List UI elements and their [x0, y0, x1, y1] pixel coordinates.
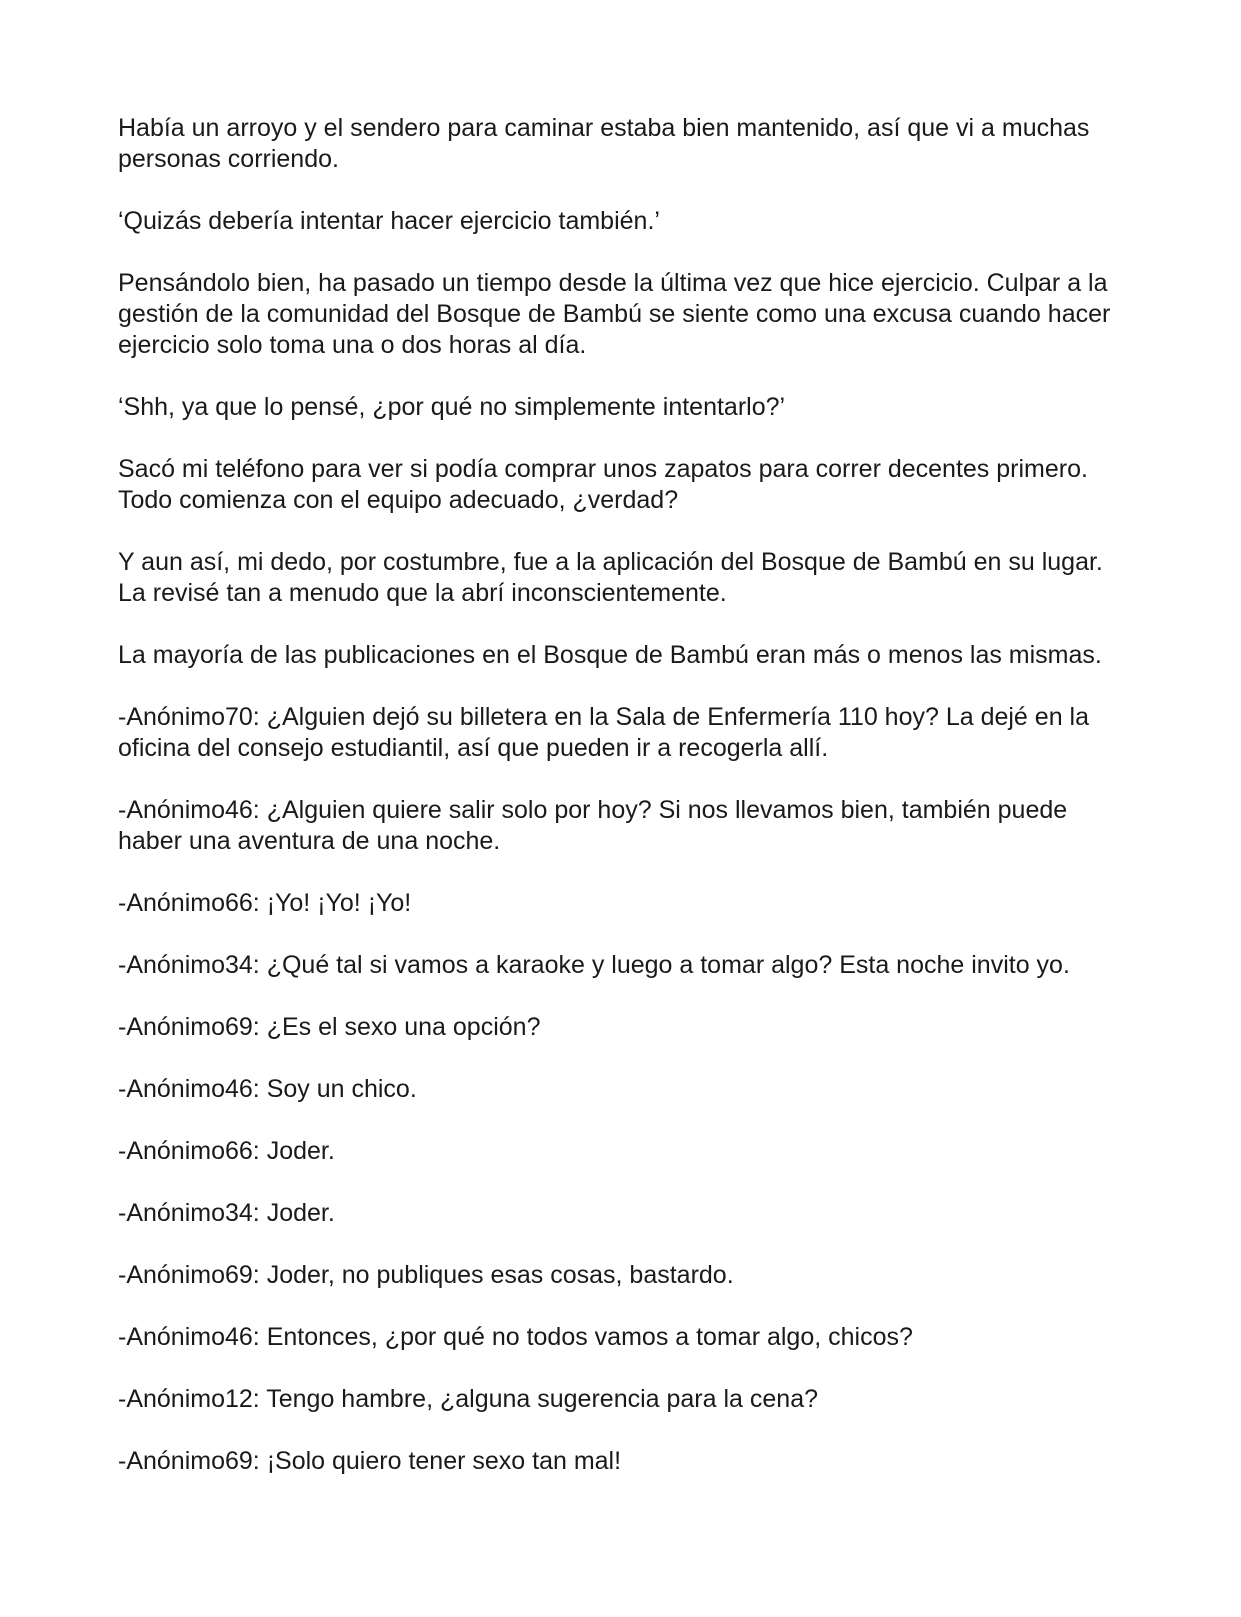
- paragraph-thought: ‘Quizás debería intentar hacer ejercicio también.’: [118, 207, 660, 235]
- forum-post: -Anónimo12: Tengo hambre, ¿alguna sugerencia para la cena?: [118, 1385, 818, 1413]
- paragraph-narration: Había un arroyo y el sendero para caminar estaba bien mantenido, así que vi a muchas personas corriendo.: [118, 114, 1090, 173]
- document-page: [118, 113, 1128, 1508]
- forum-post: -Anónimo46: Soy un chico.: [118, 1075, 417, 1103]
- forum-post: -Anónimo46: Entonces, ¿por qué no todos vamos a tomar algo, chicos?: [118, 1323, 913, 1351]
- paragraph-narration: Sacó mi teléfono para ver si podía comprar unos zapatos para correr decentes primero. Todo comienza con el equipo adecuado, ¿verdad?: [118, 455, 1088, 514]
- forum-post: -Anónimo69: ¡Solo quiero tener sexo tan mal!: [118, 1447, 622, 1475]
- forum-post: -Anónimo69: ¿Es el sexo una opción?: [118, 1013, 541, 1041]
- forum-post: -Anónimo70: ¿Alguien dejó su billetera en la Sala de Enfermería 110 hoy? La dejé en la oficina del consejo estudiantil, así que pueden ir a recogerla allí.: [118, 703, 1089, 762]
- forum-post: -Anónimo66: Joder.: [118, 1137, 335, 1165]
- paragraph-narration: Pensándolo bien, ha pasado un tiempo desde la última vez que hice ejercicio. Culpar a la gestión de la comunidad del Bosque de Bambú se siente como una excusa cuando hacer ejercicio solo toma una o dos horas al día.: [118, 269, 1111, 359]
- forum-post: -Anónimo34: ¿Qué tal si vamos a karaoke y luego a tomar algo? Esta noche invito yo.: [118, 951, 1070, 979]
- paragraph-narration: Y aun así, mi dedo, por costumbre, fue a la aplicación del Bosque de Bambú en su lugar. La revisé tan a menudo que la abrí inconscientemente.: [118, 548, 1103, 607]
- forum-post: -Anónimo46: ¿Alguien quiere salir solo por hoy? Si nos llevamos bien, también puede haber una aventura de una noche.: [118, 796, 1068, 855]
- forum-post: -Anónimo69: Joder, no publiques esas cosas, bastardo.: [118, 1261, 734, 1289]
- forum-post: -Anónimo66: ¡Yo! ¡Yo! ¡Yo!: [118, 889, 412, 917]
- forum-post: -Anónimo34: Joder.: [118, 1199, 335, 1227]
- paragraph-thought: ‘Shh, ya que lo pensé, ¿por qué no simplemente intentarlo?’: [118, 393, 786, 421]
- paragraph-narration: La mayoría de las publicaciones en el Bosque de Bambú eran más o menos las mismas.: [118, 641, 1102, 669]
